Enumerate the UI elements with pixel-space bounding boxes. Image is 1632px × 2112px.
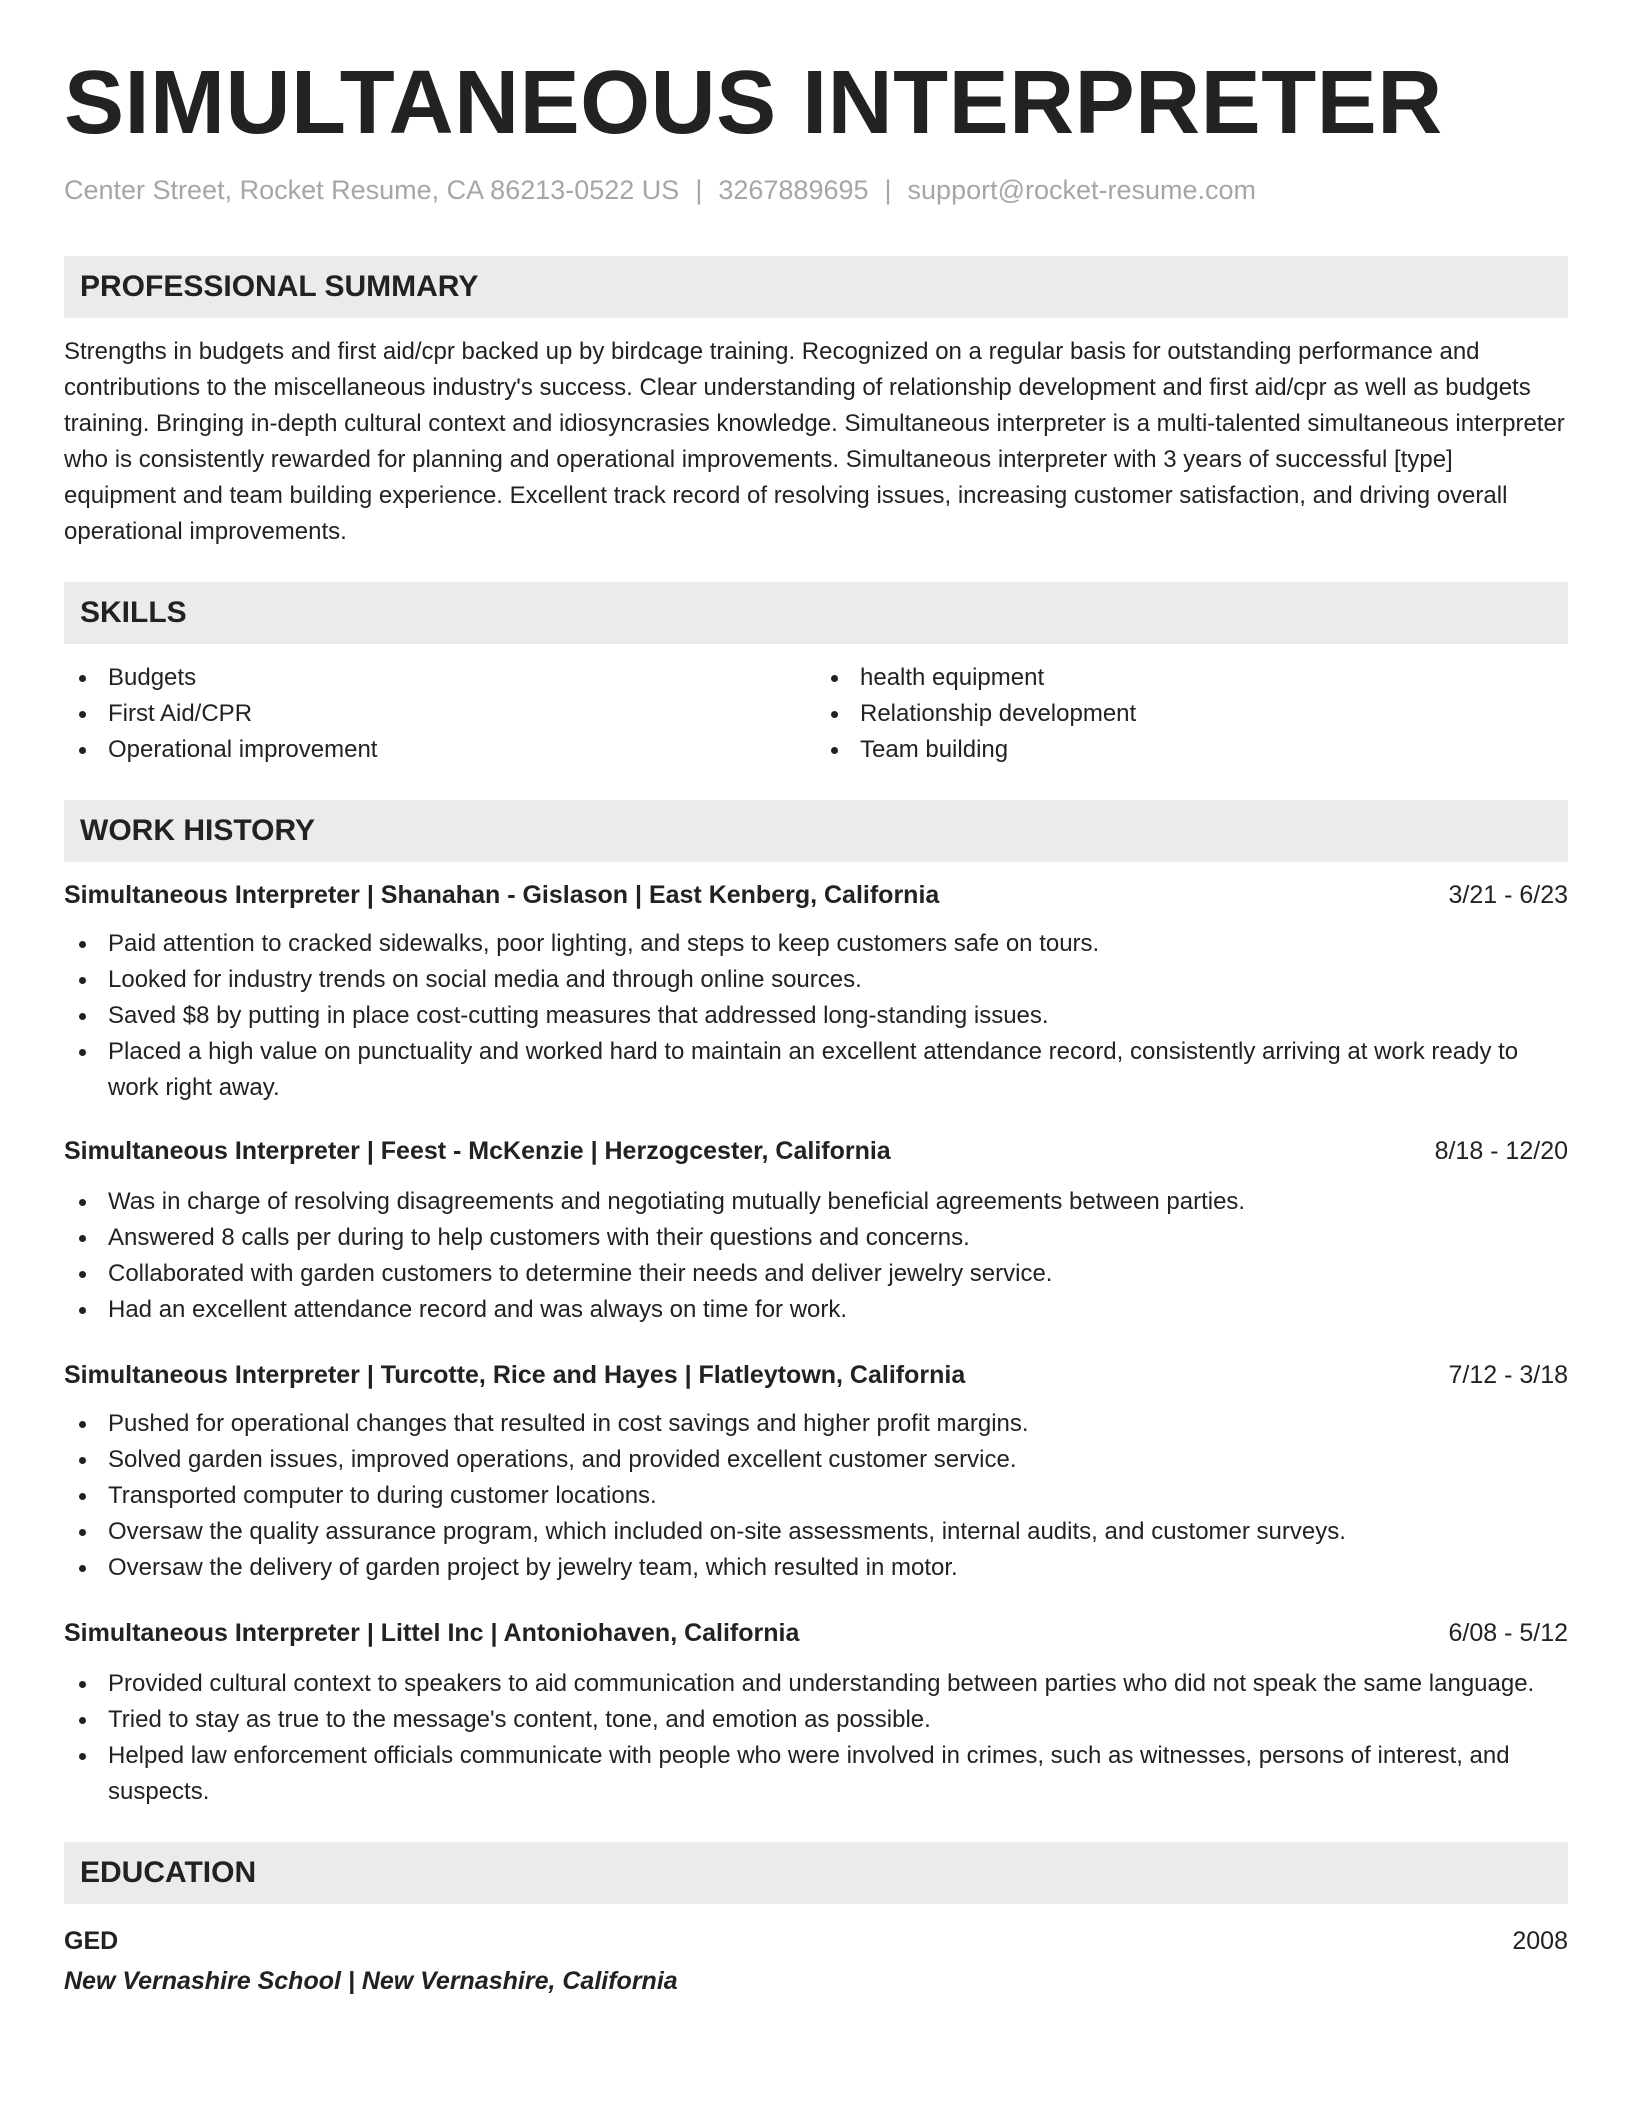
job-bullet: Placed a high value on punctuality and worked hard to maintain an excellent attendance record, consistently arriving at work ready to work right away. <box>64 1034 1568 1106</box>
job-header <box>64 1358 1568 1392</box>
job-bullet: Oversaw the quality assurance program, which included on-site assessments, internal audits, and customer surveys. <box>64 1514 1568 1550</box>
job-dates: 6/08 - 5/12 <box>1448 1619 1568 1648</box>
summary-heading: PROFESSIONAL SUMMARY <box>64 256 1568 318</box>
job-header <box>64 878 1568 912</box>
contact-address: Center Street, Rocket Resume, CA 86213-0522 US <box>64 175 680 205</box>
skill-item: Budgets <box>64 660 816 696</box>
job-bullets <box>64 1666 1568 1810</box>
skill-item: Operational improvement <box>64 732 816 768</box>
education-heading: EDUCATION <box>64 1842 1568 1904</box>
contact-separator: | <box>695 175 703 205</box>
candidate-name: SIMULTANEOUS INTERPRETER <box>64 53 1443 153</box>
job-header <box>64 1134 1568 1168</box>
skill-item: Relationship development <box>816 696 1568 732</box>
summary-text: Strengths in budgets and first aid/cpr backed up by birdcage training. Recognized on a regular basis for outstanding performance and contributions to the miscellaneous industry's success. Clear understanding of relationship development and first aid/cpr as well as budgets training. Bringing in-depth cultural context and idiosyncrasies knowledge. Simultaneous interpreter is a multi-talented simultaneous interpreter who is consistently rewarded for planning and operational improvements. Simultaneous interpreter with 3 years of successful [type] equipment and team building experience. Excellent track record of resolving issues, increasing customer satisfaction, and driving overall operational improvements. <box>64 338 1565 546</box>
job-entry <box>64 1358 1568 1586</box>
job-entry <box>64 1616 1568 1810</box>
job-header <box>64 1616 1568 1650</box>
job-bullet: Helped law enforcement officials communicate with people who were involved in crimes, such as witnesses, persons of interest, and suspects. <box>64 1738 1568 1810</box>
job-bullet: Paid attention to cracked sidewalks, poor lighting, and steps to keep customers safe on tours. <box>64 926 1568 962</box>
job-bullets <box>64 926 1568 1106</box>
skills-column-right <box>816 660 1568 768</box>
education-school: New Vernashire School | New Vernashire, California <box>64 1967 678 1996</box>
skills-grid <box>64 660 1568 768</box>
job-dates: 8/18 - 12/20 <box>1434 1137 1568 1166</box>
skill-item: First Aid/CPR <box>64 696 816 732</box>
contact-line <box>64 174 1568 206</box>
job-bullet: Was in charge of resolving disagreements and negotiating mutually beneficial agreements between parties. <box>64 1184 1568 1220</box>
skill-item: Team building <box>816 732 1568 768</box>
education-year: 2008 <box>1512 1927 1568 1956</box>
job-entry <box>64 1134 1568 1328</box>
job-title: Simultaneous Interpreter | Shanahan - Gislason | East Kenberg, California <box>64 881 940 910</box>
job-bullet: Solved garden issues, improved operations, and provided excellent customer service. <box>64 1442 1568 1478</box>
education-entry <box>64 1924 1568 1998</box>
job-bullet: Collaborated with garden customers to determine their needs and deliver jewelry service. <box>64 1256 1568 1292</box>
job-bullet: Provided cultural context to speakers to aid communication and understanding between parties who did not speak the same language. <box>64 1666 1568 1702</box>
job-title: Simultaneous Interpreter | Littel Inc | Antoniohaven, California <box>64 1619 800 1648</box>
education-header <box>64 1924 1568 1958</box>
job-bullet: Saved $8 by putting in place cost-cutting measures that addressed long-standing issues. <box>64 998 1568 1034</box>
contact-phone: 3267889695 <box>718 175 869 205</box>
work-history-heading: WORK HISTORY <box>64 800 1568 862</box>
skills-column-left <box>64 660 816 768</box>
job-bullet: Oversaw the delivery of garden project by jewelry team, which resulted in motor. <box>64 1550 1568 1586</box>
job-entry <box>64 878 1568 1106</box>
job-title: Simultaneous Interpreter | Turcotte, Rice and Hayes | Flatleytown, California <box>64 1361 966 1390</box>
job-bullet: Pushed for operational changes that resulted in cost savings and higher profit margins. <box>64 1406 1568 1442</box>
job-title: Simultaneous Interpreter | Feest - McKenzie | Herzogcester, California <box>64 1137 891 1166</box>
skill-item: health equipment <box>816 660 1568 696</box>
job-dates: 7/12 - 3/18 <box>1448 1361 1568 1390</box>
job-dates: 3/21 - 6/23 <box>1448 881 1568 910</box>
job-bullets <box>64 1406 1568 1586</box>
contact-separator: | <box>884 175 892 205</box>
education-degree: GED <box>64 1927 119 1956</box>
skills-heading: SKILLS <box>64 582 1568 644</box>
job-bullet: Transported computer to during customer locations. <box>64 1478 1568 1514</box>
job-bullet: Answered 8 calls per during to help customers with their questions and concerns. <box>64 1220 1568 1256</box>
job-bullet: Looked for industry trends on social media and through online sources. <box>64 962 1568 998</box>
contact-email: support@rocket-resume.com <box>907 175 1257 205</box>
job-bullet: Had an excellent attendance record and was always on time for work. <box>64 1292 1568 1328</box>
job-bullets <box>64 1184 1568 1328</box>
job-bullet: Tried to stay as true to the message's content, tone, and emotion as possible. <box>64 1702 1568 1738</box>
